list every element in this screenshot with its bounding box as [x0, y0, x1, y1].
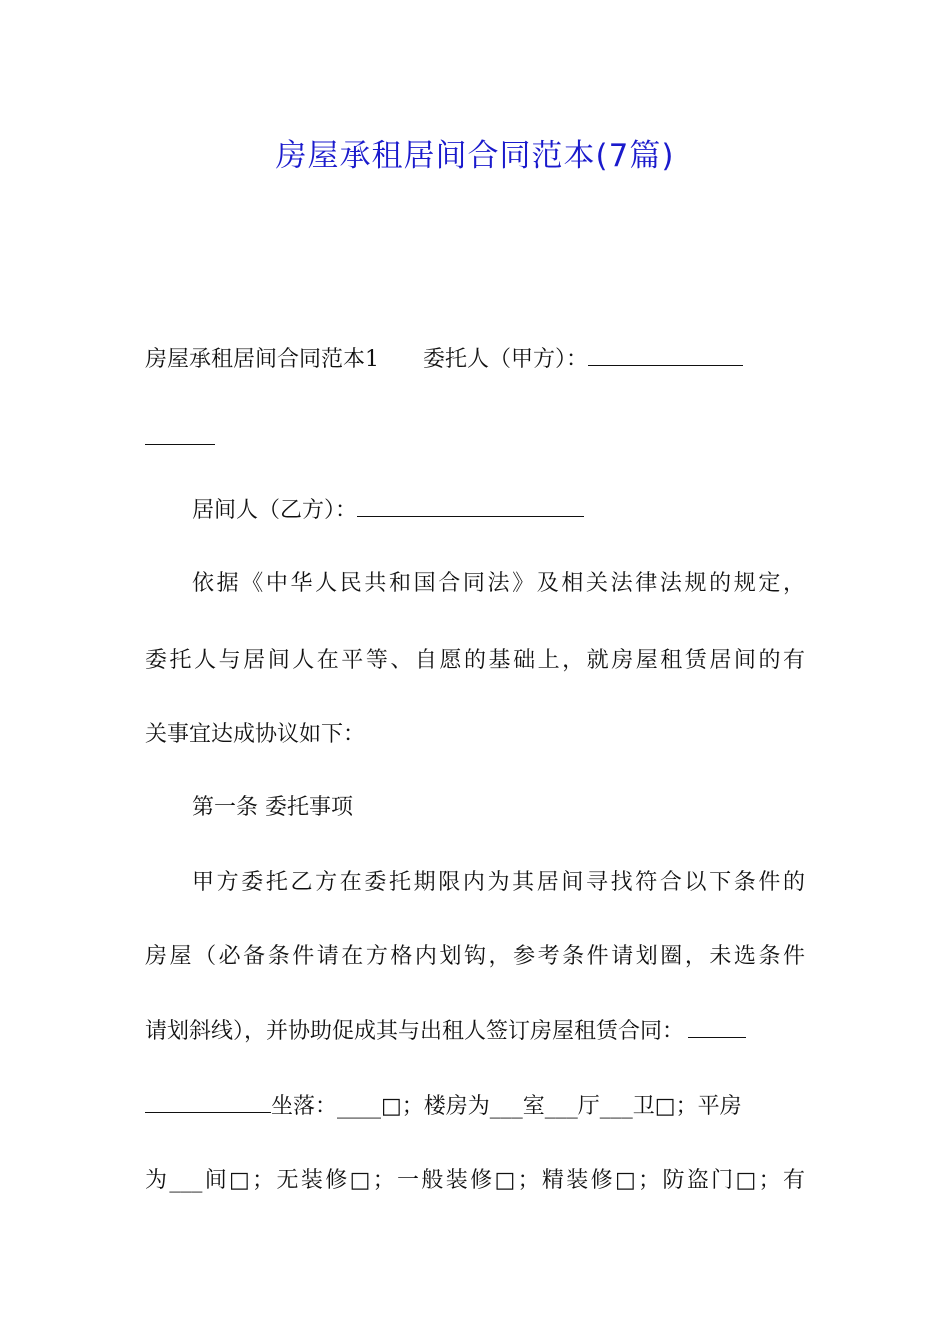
party-a-label: 房屋承租居间合同范本1 委托人（甲方）：	[145, 347, 588, 372]
paragraph-line-7: 甲方委托乙方在委托期限内为其居间寻找符合以下条件的	[192, 870, 805, 895]
party-b-blank	[357, 496, 584, 517]
paragraph-line-8: 房屋（必备条件请在方格内划钩，参考条件请划圈，未选条件	[145, 944, 805, 969]
paragraph-line-10	[145, 1092, 805, 1122]
party-b-label: 居间人（乙方）：	[192, 498, 358, 523]
line-1	[145, 345, 805, 375]
party-a-blank	[588, 345, 743, 366]
party-a-blank-continued	[145, 424, 215, 445]
contract-clause-text: 请划斜线），并协助促成其与出租人签订房屋租赁合同：	[145, 1019, 685, 1044]
paragraph-line-4: 委托人与居间人在平等、自愿的基础上，就房屋租赁居间的有	[145, 648, 805, 673]
paragraph-line-3: 依据《中华人民共和国合同法》及相关法律法规的规定，	[192, 571, 805, 596]
paragraph-line-5: 关事宜达成协议如下：	[145, 722, 366, 747]
paragraph-line-9	[145, 1017, 805, 1047]
paragraph-line-11: 为___间□；无装修□；一般装修□；精装修□；防盗门□；有	[145, 1168, 805, 1193]
location-text: 坐落：____□；楼房为___室___厅___卫□；平房	[271, 1094, 742, 1119]
section-heading: 第一条 委托事项	[192, 795, 353, 820]
document-title: 房屋承租居间合同范本(7篇)	[275, 138, 675, 174]
location-leading-blank	[145, 1092, 271, 1113]
contract-blank	[688, 1017, 746, 1038]
line-2	[192, 496, 805, 526]
line-1-continued	[145, 424, 805, 454]
